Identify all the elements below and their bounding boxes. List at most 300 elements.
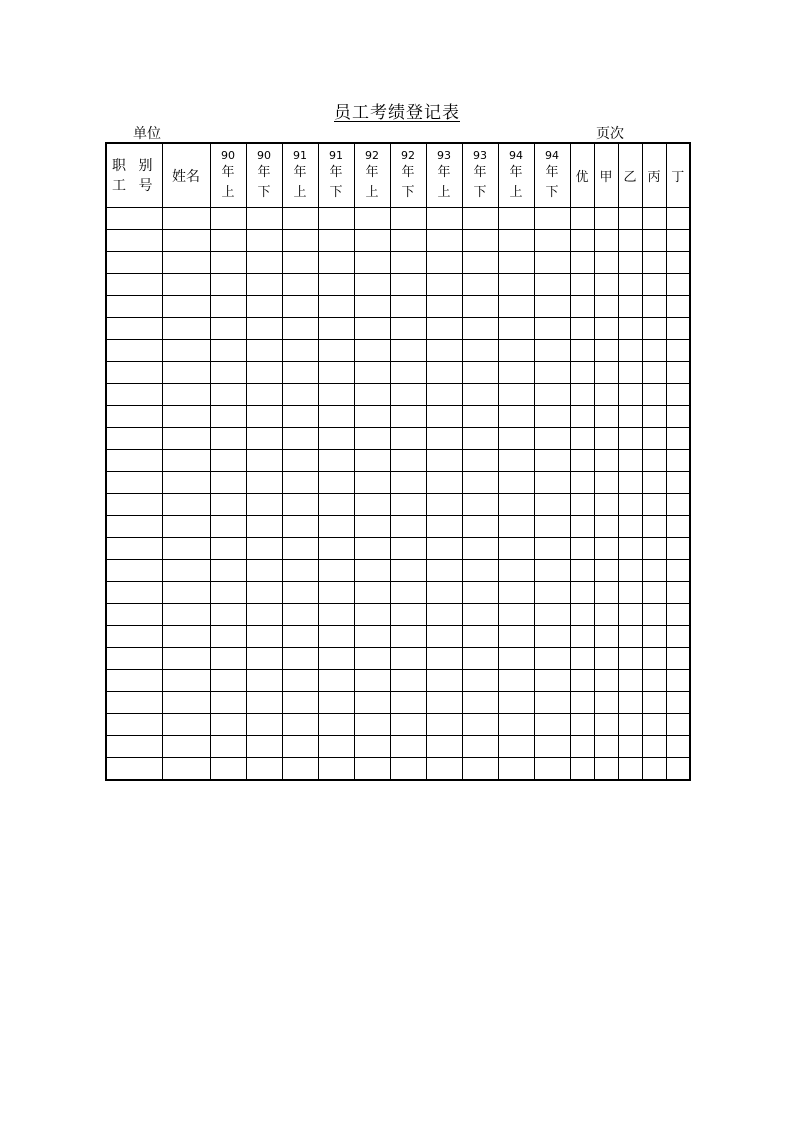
table-cell[interactable] <box>318 494 354 516</box>
table-cell[interactable] <box>106 648 162 670</box>
table-cell[interactable] <box>426 362 462 384</box>
table-cell[interactable] <box>666 560 690 582</box>
table-cell[interactable] <box>534 692 570 714</box>
table-cell[interactable] <box>666 208 690 230</box>
table-cell[interactable] <box>462 406 498 428</box>
table-cell[interactable] <box>282 758 318 781</box>
table-cell[interactable] <box>498 318 534 340</box>
table-cell[interactable] <box>282 384 318 406</box>
table-cell[interactable] <box>498 648 534 670</box>
table-cell[interactable] <box>282 714 318 736</box>
table-cell[interactable] <box>246 318 282 340</box>
table-cell[interactable] <box>426 472 462 494</box>
table-cell[interactable] <box>498 516 534 538</box>
table-cell[interactable] <box>354 362 390 384</box>
table-cell[interactable] <box>642 318 666 340</box>
table-cell[interactable] <box>462 538 498 560</box>
table-cell[interactable] <box>426 604 462 626</box>
table-cell[interactable] <box>498 384 534 406</box>
table-cell[interactable] <box>462 252 498 274</box>
table-cell[interactable] <box>498 494 534 516</box>
table-cell[interactable] <box>570 538 594 560</box>
table-cell[interactable] <box>462 296 498 318</box>
table-cell[interactable] <box>282 626 318 648</box>
table-cell[interactable] <box>498 230 534 252</box>
table-cell[interactable] <box>318 560 354 582</box>
table-cell[interactable] <box>354 582 390 604</box>
table-cell[interactable] <box>282 428 318 450</box>
table-cell[interactable] <box>162 560 210 582</box>
table-cell[interactable] <box>534 318 570 340</box>
table-cell[interactable] <box>666 450 690 472</box>
table-cell[interactable] <box>162 428 210 450</box>
table-cell[interactable] <box>390 582 426 604</box>
table-cell[interactable] <box>106 714 162 736</box>
table-cell[interactable] <box>390 604 426 626</box>
table-cell[interactable] <box>162 604 210 626</box>
table-cell[interactable] <box>462 362 498 384</box>
table-cell[interactable] <box>570 560 594 582</box>
table-cell[interactable] <box>618 538 642 560</box>
table-cell[interactable] <box>618 208 642 230</box>
table-cell[interactable] <box>594 472 618 494</box>
table-cell[interactable] <box>354 494 390 516</box>
table-cell[interactable] <box>618 692 642 714</box>
table-cell[interactable] <box>354 296 390 318</box>
table-cell[interactable] <box>354 516 390 538</box>
table-cell[interactable] <box>534 582 570 604</box>
table-cell[interactable] <box>498 582 534 604</box>
table-cell[interactable] <box>498 428 534 450</box>
table-cell[interactable] <box>210 362 246 384</box>
table-cell[interactable] <box>390 516 426 538</box>
table-cell[interactable] <box>390 274 426 296</box>
table-cell[interactable] <box>642 516 666 538</box>
table-cell[interactable] <box>570 428 594 450</box>
table-cell[interactable] <box>498 274 534 296</box>
table-cell[interactable] <box>618 516 642 538</box>
table-cell[interactable] <box>390 340 426 362</box>
table-cell[interactable] <box>210 208 246 230</box>
table-cell[interactable] <box>666 384 690 406</box>
table-cell[interactable] <box>282 472 318 494</box>
table-cell[interactable] <box>390 252 426 274</box>
table-cell[interactable] <box>354 208 390 230</box>
table-cell[interactable] <box>594 384 618 406</box>
table-cell[interactable] <box>246 450 282 472</box>
table-cell[interactable] <box>162 274 210 296</box>
table-cell[interactable] <box>246 758 282 781</box>
table-cell[interactable] <box>618 560 642 582</box>
table-cell[interactable] <box>318 582 354 604</box>
table-cell[interactable] <box>426 230 462 252</box>
table-cell[interactable] <box>462 428 498 450</box>
table-cell[interactable] <box>426 296 462 318</box>
table-cell[interactable] <box>390 670 426 692</box>
table-cell[interactable] <box>246 362 282 384</box>
table-cell[interactable] <box>354 560 390 582</box>
table-cell[interactable] <box>594 560 618 582</box>
table-cell[interactable] <box>426 648 462 670</box>
table-cell[interactable] <box>570 626 594 648</box>
table-cell[interactable] <box>594 736 618 758</box>
table-cell[interactable] <box>462 384 498 406</box>
table-cell[interactable] <box>282 604 318 626</box>
table-cell[interactable] <box>162 384 210 406</box>
table-cell[interactable] <box>354 384 390 406</box>
table-cell[interactable] <box>594 538 618 560</box>
table-cell[interactable] <box>642 648 666 670</box>
table-cell[interactable] <box>594 406 618 428</box>
table-cell[interactable] <box>426 670 462 692</box>
table-cell[interactable] <box>426 384 462 406</box>
table-cell[interactable] <box>594 626 618 648</box>
table-cell[interactable] <box>426 406 462 428</box>
table-cell[interactable] <box>246 274 282 296</box>
table-cell[interactable] <box>246 472 282 494</box>
table-cell[interactable] <box>462 714 498 736</box>
table-cell[interactable] <box>594 604 618 626</box>
table-cell[interactable] <box>282 318 318 340</box>
table-cell[interactable] <box>642 758 666 781</box>
table-cell[interactable] <box>534 340 570 362</box>
table-cell[interactable] <box>642 582 666 604</box>
table-cell[interactable] <box>462 318 498 340</box>
table-cell[interactable] <box>462 582 498 604</box>
table-cell[interactable] <box>534 384 570 406</box>
table-cell[interactable] <box>666 274 690 296</box>
table-cell[interactable] <box>210 450 246 472</box>
table-cell[interactable] <box>162 318 210 340</box>
table-cell[interactable] <box>106 318 162 340</box>
table-cell[interactable] <box>642 252 666 274</box>
table-cell[interactable] <box>618 604 642 626</box>
table-cell[interactable] <box>106 604 162 626</box>
table-cell[interactable] <box>162 208 210 230</box>
table-cell[interactable] <box>594 208 618 230</box>
table-cell[interactable] <box>162 538 210 560</box>
table-cell[interactable] <box>210 648 246 670</box>
table-cell[interactable] <box>534 494 570 516</box>
table-cell[interactable] <box>666 340 690 362</box>
table-cell[interactable] <box>570 758 594 781</box>
table-cell[interactable] <box>210 670 246 692</box>
table-cell[interactable] <box>666 736 690 758</box>
table-cell[interactable] <box>162 626 210 648</box>
table-cell[interactable] <box>426 274 462 296</box>
table-cell[interactable] <box>570 274 594 296</box>
table-cell[interactable] <box>594 318 618 340</box>
table-cell[interactable] <box>426 318 462 340</box>
table-cell[interactable] <box>534 560 570 582</box>
table-cell[interactable] <box>426 450 462 472</box>
table-cell[interactable] <box>642 626 666 648</box>
table-cell[interactable] <box>318 230 354 252</box>
table-cell[interactable] <box>570 384 594 406</box>
table-cell[interactable] <box>666 538 690 560</box>
table-cell[interactable] <box>498 736 534 758</box>
table-cell[interactable] <box>246 670 282 692</box>
table-cell[interactable] <box>642 538 666 560</box>
table-cell[interactable] <box>390 406 426 428</box>
table-cell[interactable] <box>426 626 462 648</box>
table-cell[interactable] <box>534 362 570 384</box>
table-cell[interactable] <box>318 516 354 538</box>
table-cell[interactable] <box>354 230 390 252</box>
table-cell[interactable] <box>210 626 246 648</box>
table-cell[interactable] <box>618 714 642 736</box>
table-cell[interactable] <box>106 450 162 472</box>
table-cell[interactable] <box>282 230 318 252</box>
table-cell[interactable] <box>282 560 318 582</box>
table-cell[interactable] <box>462 230 498 252</box>
table-cell[interactable] <box>462 736 498 758</box>
table-cell[interactable] <box>210 714 246 736</box>
table-cell[interactable] <box>390 736 426 758</box>
table-cell[interactable] <box>534 670 570 692</box>
table-cell[interactable] <box>390 648 426 670</box>
table-cell[interactable] <box>594 274 618 296</box>
table-cell[interactable] <box>666 582 690 604</box>
table-cell[interactable] <box>426 208 462 230</box>
table-cell[interactable] <box>318 274 354 296</box>
table-cell[interactable] <box>390 230 426 252</box>
table-cell[interactable] <box>594 758 618 781</box>
table-cell[interactable] <box>618 296 642 318</box>
table-cell[interactable] <box>390 384 426 406</box>
table-cell[interactable] <box>426 714 462 736</box>
table-cell[interactable] <box>642 230 666 252</box>
table-cell[interactable] <box>354 736 390 758</box>
table-cell[interactable] <box>594 252 618 274</box>
table-cell[interactable] <box>390 208 426 230</box>
table-cell[interactable] <box>318 428 354 450</box>
table-cell[interactable] <box>498 296 534 318</box>
table-cell[interactable] <box>210 516 246 538</box>
table-cell[interactable] <box>642 494 666 516</box>
table-cell[interactable] <box>594 340 618 362</box>
table-cell[interactable] <box>162 648 210 670</box>
table-cell[interactable] <box>210 582 246 604</box>
table-cell[interactable] <box>642 406 666 428</box>
table-cell[interactable] <box>162 714 210 736</box>
table-cell[interactable] <box>666 362 690 384</box>
table-cell[interactable] <box>318 648 354 670</box>
table-cell[interactable] <box>318 670 354 692</box>
table-cell[interactable] <box>570 406 594 428</box>
table-cell[interactable] <box>106 428 162 450</box>
table-cell[interactable] <box>210 340 246 362</box>
table-cell[interactable] <box>666 318 690 340</box>
table-cell[interactable] <box>354 318 390 340</box>
table-cell[interactable] <box>570 472 594 494</box>
table-cell[interactable] <box>462 340 498 362</box>
table-cell[interactable] <box>462 450 498 472</box>
table-cell[interactable] <box>318 714 354 736</box>
table-cell[interactable] <box>318 758 354 781</box>
table-cell[interactable] <box>570 648 594 670</box>
table-cell[interactable] <box>534 296 570 318</box>
table-cell[interactable] <box>246 516 282 538</box>
table-cell[interactable] <box>210 384 246 406</box>
table-cell[interactable] <box>106 494 162 516</box>
table-cell[interactable] <box>666 758 690 781</box>
table-cell[interactable] <box>666 626 690 648</box>
table-cell[interactable] <box>594 648 618 670</box>
table-cell[interactable] <box>618 318 642 340</box>
table-cell[interactable] <box>246 736 282 758</box>
table-cell[interactable] <box>642 692 666 714</box>
table-cell[interactable] <box>106 758 162 781</box>
table-cell[interactable] <box>594 428 618 450</box>
table-cell[interactable] <box>642 362 666 384</box>
table-cell[interactable] <box>462 670 498 692</box>
table-cell[interactable] <box>666 230 690 252</box>
table-cell[interactable] <box>354 670 390 692</box>
table-cell[interactable] <box>462 274 498 296</box>
table-cell[interactable] <box>282 582 318 604</box>
table-cell[interactable] <box>246 384 282 406</box>
table-cell[interactable] <box>426 736 462 758</box>
table-cell[interactable] <box>390 428 426 450</box>
table-cell[interactable] <box>618 494 642 516</box>
table-cell[interactable] <box>282 516 318 538</box>
table-cell[interactable] <box>106 670 162 692</box>
table-cell[interactable] <box>594 494 618 516</box>
table-cell[interactable] <box>354 648 390 670</box>
table-cell[interactable] <box>534 208 570 230</box>
table-cell[interactable] <box>570 516 594 538</box>
table-cell[interactable] <box>534 230 570 252</box>
table-cell[interactable] <box>594 362 618 384</box>
table-cell[interactable] <box>210 560 246 582</box>
table-cell[interactable] <box>106 296 162 318</box>
table-cell[interactable] <box>534 538 570 560</box>
table-cell[interactable] <box>498 714 534 736</box>
table-cell[interactable] <box>210 296 246 318</box>
table-cell[interactable] <box>354 538 390 560</box>
table-cell[interactable] <box>246 626 282 648</box>
table-cell[interactable] <box>618 670 642 692</box>
table-cell[interactable] <box>462 692 498 714</box>
table-cell[interactable] <box>666 604 690 626</box>
table-cell[interactable] <box>106 626 162 648</box>
table-cell[interactable] <box>534 450 570 472</box>
table-cell[interactable] <box>666 692 690 714</box>
table-cell[interactable] <box>642 714 666 736</box>
table-cell[interactable] <box>106 252 162 274</box>
table-cell[interactable] <box>282 340 318 362</box>
table-cell[interactable] <box>594 450 618 472</box>
table-cell[interactable] <box>498 208 534 230</box>
table-cell[interactable] <box>162 692 210 714</box>
table-cell[interactable] <box>666 428 690 450</box>
table-cell[interactable] <box>642 274 666 296</box>
table-cell[interactable] <box>570 208 594 230</box>
table-cell[interactable] <box>618 384 642 406</box>
table-cell[interactable] <box>390 318 426 340</box>
table-cell[interactable] <box>106 340 162 362</box>
table-cell[interactable] <box>498 670 534 692</box>
table-cell[interactable] <box>570 230 594 252</box>
table-cell[interactable] <box>390 472 426 494</box>
table-cell[interactable] <box>246 428 282 450</box>
table-cell[interactable] <box>666 714 690 736</box>
table-cell[interactable] <box>210 736 246 758</box>
table-cell[interactable] <box>390 538 426 560</box>
table-cell[interactable] <box>162 340 210 362</box>
table-cell[interactable] <box>594 230 618 252</box>
table-cell[interactable] <box>618 230 642 252</box>
table-cell[interactable] <box>390 450 426 472</box>
table-cell[interactable] <box>642 560 666 582</box>
table-cell[interactable] <box>666 670 690 692</box>
table-cell[interactable] <box>354 252 390 274</box>
table-cell[interactable] <box>570 714 594 736</box>
table-cell[interactable] <box>210 406 246 428</box>
table-cell[interactable] <box>390 626 426 648</box>
table-cell[interactable] <box>318 208 354 230</box>
table-cell[interactable] <box>246 714 282 736</box>
table-cell[interactable] <box>462 626 498 648</box>
table-cell[interactable] <box>534 516 570 538</box>
table-cell[interactable] <box>318 362 354 384</box>
table-cell[interactable] <box>642 296 666 318</box>
table-cell[interactable] <box>618 340 642 362</box>
table-cell[interactable] <box>618 428 642 450</box>
table-cell[interactable] <box>246 538 282 560</box>
table-cell[interactable] <box>318 384 354 406</box>
table-cell[interactable] <box>162 362 210 384</box>
table-cell[interactable] <box>666 516 690 538</box>
table-cell[interactable] <box>618 626 642 648</box>
table-cell[interactable] <box>354 472 390 494</box>
table-cell[interactable] <box>390 362 426 384</box>
table-cell[interactable] <box>106 582 162 604</box>
table-cell[interactable] <box>666 296 690 318</box>
table-cell[interactable] <box>642 208 666 230</box>
table-cell[interactable] <box>106 736 162 758</box>
table-cell[interactable] <box>642 472 666 494</box>
table-cell[interactable] <box>426 494 462 516</box>
table-cell[interactable] <box>618 274 642 296</box>
table-cell[interactable] <box>318 604 354 626</box>
table-cell[interactable] <box>666 406 690 428</box>
table-cell[interactable] <box>594 516 618 538</box>
table-cell[interactable] <box>354 758 390 781</box>
table-cell[interactable] <box>498 758 534 781</box>
table-cell[interactable] <box>498 252 534 274</box>
table-cell[interactable] <box>106 208 162 230</box>
table-cell[interactable] <box>246 582 282 604</box>
table-cell[interactable] <box>570 252 594 274</box>
table-cell[interactable] <box>426 560 462 582</box>
table-cell[interactable] <box>426 538 462 560</box>
table-cell[interactable] <box>246 648 282 670</box>
table-cell[interactable] <box>498 406 534 428</box>
table-cell[interactable] <box>246 230 282 252</box>
table-cell[interactable] <box>426 582 462 604</box>
table-cell[interactable] <box>246 494 282 516</box>
table-cell[interactable] <box>426 428 462 450</box>
table-cell[interactable] <box>282 670 318 692</box>
table-cell[interactable] <box>210 538 246 560</box>
table-cell[interactable] <box>354 604 390 626</box>
table-cell[interactable] <box>210 252 246 274</box>
table-cell[interactable] <box>462 516 498 538</box>
table-cell[interactable] <box>106 384 162 406</box>
table-cell[interactable] <box>498 472 534 494</box>
